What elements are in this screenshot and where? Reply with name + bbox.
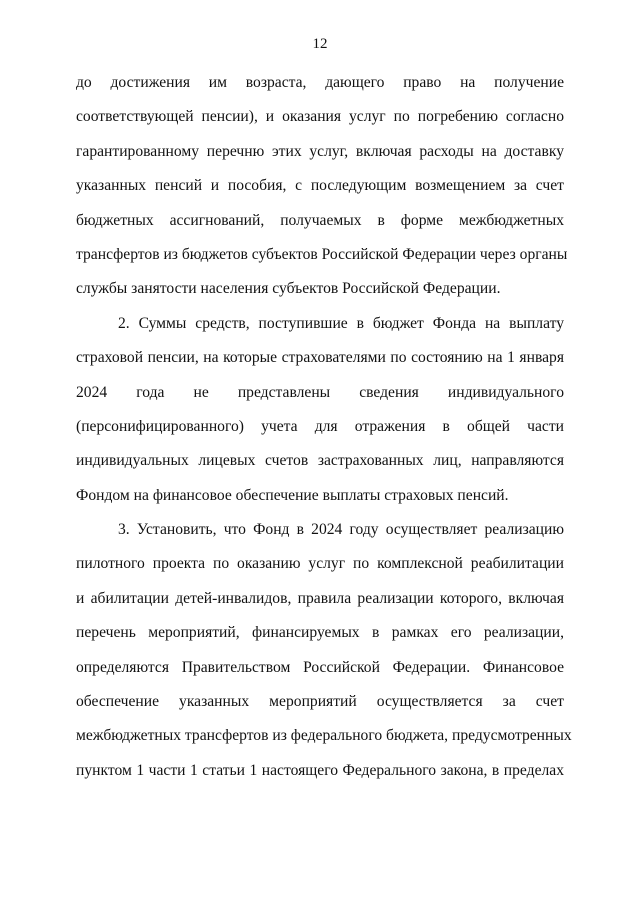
text-line: 3. Установить, что Фонд в 2024 году осуществляет реализацию	[118, 521, 564, 539]
text-line: (персонифицированного) учета для отражения в общей части	[76, 417, 564, 435]
text-line: Фондом на финансовое обеспечение выплаты страховых пенсий.	[76, 486, 509, 504]
text-line: пилотного проекта по оказанию услуг по комплексной реабилитации	[76, 555, 564, 573]
text-line: страховой пенсии, на которые страхователями по состоянию на 1 января	[76, 349, 564, 367]
text-line: пунктом 1 части 1 статьи 1 настоящего Федерального закона, в пределах	[76, 761, 564, 779]
text-line: гарантированному перечню этих услуг, включая расходы на доставку	[76, 142, 564, 160]
text-line: соответствующей пенсии), и оказания услуг по погребению согласно	[76, 108, 564, 126]
paragraph-item-2	[76, 307, 564, 513]
text-line: трансфертов из бюджетов субъектов Российской Федерации через органы	[76, 245, 568, 263]
text-line: 2. Суммы средств, поступившие в бюджет Фонда на выплату	[118, 314, 564, 332]
paragraph-item-3	[76, 513, 572, 788]
text-line: определяются Правительством Российской Федерации. Финансовое	[76, 658, 564, 676]
paragraph-continuation	[76, 66, 568, 307]
text-line: службы занятости населения субъектов Российской Федерации.	[76, 280, 501, 298]
text-line: до достижения им возраста, дающего право на получение	[76, 74, 564, 91]
document-body	[76, 66, 572, 788]
text-line: и абилитации детей-инвалидов, правила реализации которого, включая	[76, 589, 564, 607]
text-line: межбюджетных трансфертов из федерального бюджета, предусмотренных	[76, 727, 572, 745]
text-line: указанных пенсий и пособия, с последующим возмещением за счет	[76, 177, 564, 195]
text-line: бюджетных ассигнований, получаемых в форме межбюджетных	[76, 211, 564, 229]
text-line: 2024 года не представлены сведения индивидуального	[76, 383, 564, 401]
page-number: 12	[312, 36, 328, 52]
text-line: обеспечение указанных мероприятий осуществляется за счет	[76, 693, 564, 711]
text-line: перечень мероприятий, финансируемых в рамках его реализации,	[76, 624, 564, 642]
text-line: индивидуальных лицевых счетов застрахованных лиц, направляются	[76, 452, 564, 470]
